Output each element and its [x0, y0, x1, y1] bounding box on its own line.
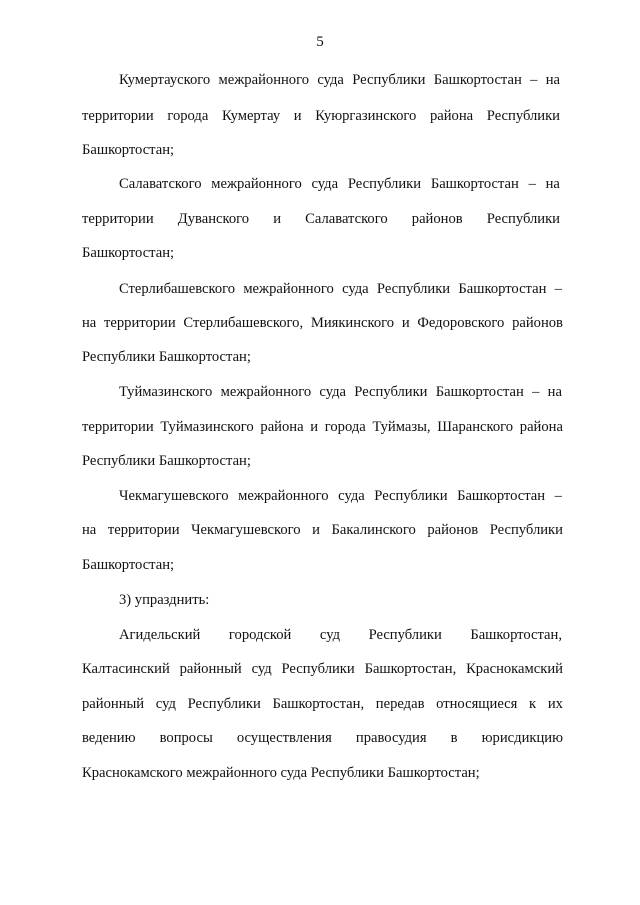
text-word: Туймазинского — [160, 419, 254, 435]
text-line: 3) упразднить: — [119, 592, 210, 608]
text-line: Башкортостан; — [82, 142, 175, 158]
text-word: Салаватского — [305, 211, 388, 227]
text-word: – — [530, 72, 538, 88]
text-word: Республики — [486, 108, 560, 124]
text-line: Республики Башкортостан; — [82, 349, 251, 365]
text-line: Башкортостан; — [82, 557, 175, 573]
text-word: суд — [155, 696, 176, 712]
text-word: района — [429, 108, 474, 124]
text-word: Башкортостан, — [364, 661, 457, 677]
text-word: Федоровского — [417, 315, 505, 331]
text-word: Дуванского — [177, 211, 250, 227]
text-word: Туймазинского — [119, 384, 213, 400]
text-word: Кумертау — [221, 108, 281, 124]
text-word: Миякинского — [310, 315, 395, 331]
text-word: Башкортостан — [430, 176, 519, 192]
text-word: на — [547, 384, 562, 400]
text-word: Кумертауского — [119, 72, 211, 88]
text-line: Республики Башкортостан; — [82, 453, 251, 469]
text-word: Куюргазинского — [315, 108, 417, 124]
text-word: и — [273, 211, 282, 227]
text-word: Республики — [281, 661, 355, 677]
text-word: Республики — [187, 696, 261, 712]
text-word: Республики — [374, 488, 448, 504]
text-line — [82, 107, 560, 125]
text-word: Бакалинского — [331, 522, 416, 538]
text-word: Башкортостан, — [272, 696, 365, 712]
text-word: на — [545, 72, 560, 88]
text-word: и — [401, 315, 410, 331]
text-word: Республики — [486, 211, 560, 227]
text-word: Шаранского — [437, 419, 514, 435]
text-word: суда — [319, 384, 346, 400]
text-word: и — [312, 522, 320, 538]
text-word: и — [310, 419, 319, 435]
text-word: Республики — [368, 627, 442, 643]
text-word: городской — [228, 627, 292, 643]
text-word: правосудия — [355, 730, 427, 746]
text-word: Республики — [347, 176, 422, 192]
text-word: Краснокамский — [466, 661, 563, 677]
text-word: Башкортостан — [458, 281, 547, 297]
text-word: межрайонного — [238, 488, 329, 504]
text-word: суд — [251, 661, 272, 677]
text-word: территории — [82, 211, 154, 227]
text-line — [119, 71, 560, 89]
text-word: районов — [512, 315, 563, 331]
text-word: района — [260, 419, 304, 435]
text-word: Агидельский — [119, 627, 201, 643]
page-number: 5 — [316, 34, 324, 50]
text-word: территории — [104, 315, 176, 331]
text-word: к — [529, 696, 537, 712]
text-word: Республики — [376, 281, 451, 297]
text-word: суда — [311, 176, 339, 192]
text-word: Салаватского — [119, 176, 202, 192]
text-word: межрайонного — [243, 281, 334, 297]
text-word: на — [82, 522, 97, 538]
text-word: районный — [82, 696, 145, 712]
text-word: на — [545, 176, 560, 192]
text-word: ведению — [82, 730, 136, 746]
text-line: Башкортостан; — [82, 245, 175, 261]
text-word: районный — [179, 661, 242, 677]
text-word: суда — [317, 72, 344, 88]
text-word: относящиеся — [436, 696, 518, 712]
text-line — [82, 695, 563, 713]
text-word: – — [554, 488, 562, 504]
text-line — [82, 210, 560, 228]
text-word: суда — [338, 488, 365, 504]
text-word: территории — [82, 108, 154, 124]
text-word: суд — [319, 627, 341, 643]
text-word: территории — [82, 419, 154, 435]
text-word: суда — [342, 281, 369, 297]
text-word: Башкортостан — [457, 488, 546, 504]
text-word: осуществления — [236, 730, 332, 746]
text-word: в — [450, 730, 458, 746]
text-word: Республики — [354, 384, 428, 400]
text-word: – — [554, 281, 562, 297]
text-word: и — [293, 108, 302, 124]
text-line — [119, 280, 562, 298]
text-word: вопросы — [159, 730, 213, 746]
text-word: межрайонного — [218, 72, 310, 88]
text-word: – — [528, 176, 536, 192]
text-word: города — [167, 108, 209, 124]
text-line — [82, 660, 563, 678]
text-word: Башкортостан — [433, 72, 522, 88]
text-word: города — [324, 419, 366, 435]
text-line: Краснокамского межрайонного суда Республики Башкортостан; — [82, 765, 480, 781]
text-word: районов — [411, 211, 463, 227]
text-line — [119, 175, 560, 193]
text-word: Туймазы, — [372, 419, 431, 435]
text-word: Калтасинский — [82, 661, 170, 677]
text-word: районов — [427, 522, 479, 538]
text-word: юрисдикцию — [481, 730, 563, 746]
text-word: передав — [375, 696, 425, 712]
text-word: межрайонного — [211, 176, 302, 192]
text-word: – — [532, 384, 540, 400]
text-word: Чекмагушевского — [119, 488, 229, 504]
text-word: на — [82, 315, 97, 331]
text-word: Башкортостан, — [470, 627, 562, 643]
text-word: территории — [107, 522, 180, 538]
text-line — [82, 418, 563, 436]
text-word: Башкортостан — [435, 384, 524, 400]
text-line — [119, 383, 562, 401]
text-word: Республики — [352, 72, 426, 88]
text-line — [82, 314, 563, 332]
text-line — [82, 521, 563, 539]
text-word: района — [519, 419, 563, 435]
text-line — [119, 626, 562, 644]
text-word: Чекмагушевского — [191, 522, 301, 538]
text-word: Республики — [489, 522, 563, 538]
text-word: межрайонного — [220, 384, 312, 400]
text-line — [82, 729, 563, 747]
text-word: Стерлибашевского, — [183, 315, 304, 331]
text-word: их — [547, 696, 563, 712]
text-word: Стерлибашевского — [119, 281, 236, 297]
text-line — [119, 487, 562, 505]
